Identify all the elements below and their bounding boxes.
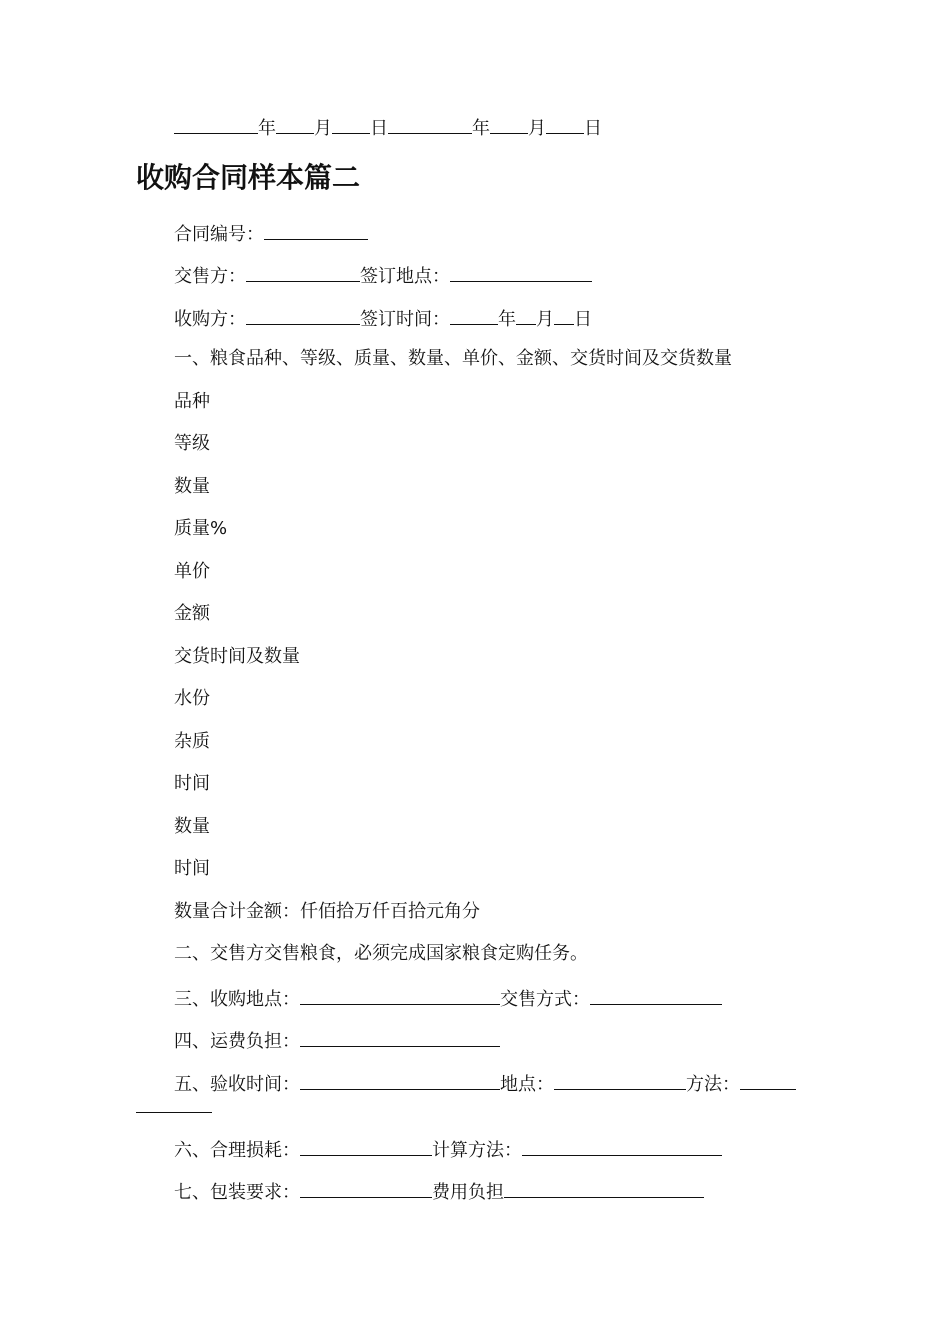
blank-line (546, 114, 584, 134)
inspection-time-blank (300, 1070, 500, 1090)
reasonable-loss-label: 六、合理损耗： (174, 1140, 300, 1161)
purchase-place-blank (300, 985, 500, 1005)
day-label: 日 (584, 118, 602, 139)
month-label: 月 (536, 309, 554, 330)
inspection-place-blank (554, 1070, 686, 1090)
section1-item: 水份 (174, 688, 210, 709)
purchase-place-label: 三、收购地点： (174, 989, 300, 1010)
section1-item: 交货时间及数量 (174, 646, 300, 667)
inspection-method-blank (740, 1070, 796, 1090)
section1-heading: 一、粮食品种、等级、质量、数量、单价、金额、交货时间及交货数量 (174, 348, 732, 369)
buyer-blank (246, 305, 360, 325)
calc-method-label: 计算方法： (432, 1140, 522, 1161)
section1-item: 数量 (174, 476, 210, 497)
section7-row (174, 1178, 704, 1205)
delivery-method-label: 交售方式： (500, 989, 590, 1010)
inspection-time-label: 五、验收时间： (174, 1074, 300, 1095)
blank-line (554, 305, 574, 325)
section1-item: 质量% (174, 518, 228, 539)
seller-row (174, 262, 592, 289)
cost-burden-label: 费用负担 (432, 1182, 504, 1203)
section6-row (174, 1136, 722, 1163)
section2-text: 二、交售方交售粮食，必须完成国家粮食定购任务。 (174, 943, 588, 964)
section1-item: 等级 (174, 433, 210, 454)
date-row (174, 114, 602, 141)
blank-line (332, 114, 370, 134)
year-label: 年 (472, 118, 490, 139)
section1-item: 数量 (174, 816, 210, 837)
section1-item: 时间 (174, 773, 210, 794)
year-label: 年 (498, 309, 516, 330)
section4-row (174, 1027, 500, 1054)
inspection-place-label: 地点： (500, 1074, 554, 1095)
contract-number-row (174, 220, 368, 247)
month-label: 月 (314, 118, 332, 139)
sign-place-label: 签订地点： (360, 266, 450, 287)
blank-line (388, 114, 472, 134)
inspection-method-label: 方法： (686, 1074, 740, 1095)
contract-number-blank (264, 220, 368, 240)
section1-item: 品种 (174, 391, 210, 412)
cost-burden-blank (504, 1178, 704, 1198)
blank-line (174, 114, 258, 134)
freight-label: 四、运费负担： (174, 1031, 300, 1052)
buyer-row (174, 305, 592, 332)
month-label: 月 (528, 118, 546, 139)
delivery-method-blank (590, 985, 722, 1005)
buyer-label: 收购方： (174, 309, 246, 330)
seller-blank (246, 262, 360, 282)
packaging-label: 七、包装要求： (174, 1182, 300, 1203)
section1-item: 时间 (174, 858, 210, 879)
day-label: 日 (574, 309, 592, 330)
year-label: 年 (258, 118, 276, 139)
inspection-method-blank-continued (136, 1096, 212, 1113)
seller-label: 交售方： (174, 266, 246, 287)
section1-total: 数量合计金额：仟佰拾万仟百拾元角分 (174, 901, 480, 922)
section1-item: 单价 (174, 561, 210, 582)
blank-line (490, 114, 528, 134)
sign-place-blank (450, 262, 592, 282)
reasonable-loss-blank (300, 1136, 432, 1156)
blank-line (516, 305, 536, 325)
contract-number-label: 合同编号： (174, 224, 264, 245)
calc-method-blank (522, 1136, 722, 1156)
packaging-blank (300, 1178, 432, 1198)
section1-item: 杂质 (174, 731, 210, 752)
freight-blank (300, 1027, 500, 1047)
sign-time-label: 签订时间： (360, 309, 450, 330)
blank-line (450, 305, 498, 325)
day-label: 日 (370, 118, 388, 139)
section3-row (174, 985, 722, 1012)
section5-row (174, 1070, 796, 1097)
section1-item: 金额 (174, 603, 210, 624)
document-title: 收购合同样本篇二 (136, 161, 361, 194)
blank-line (276, 114, 314, 134)
